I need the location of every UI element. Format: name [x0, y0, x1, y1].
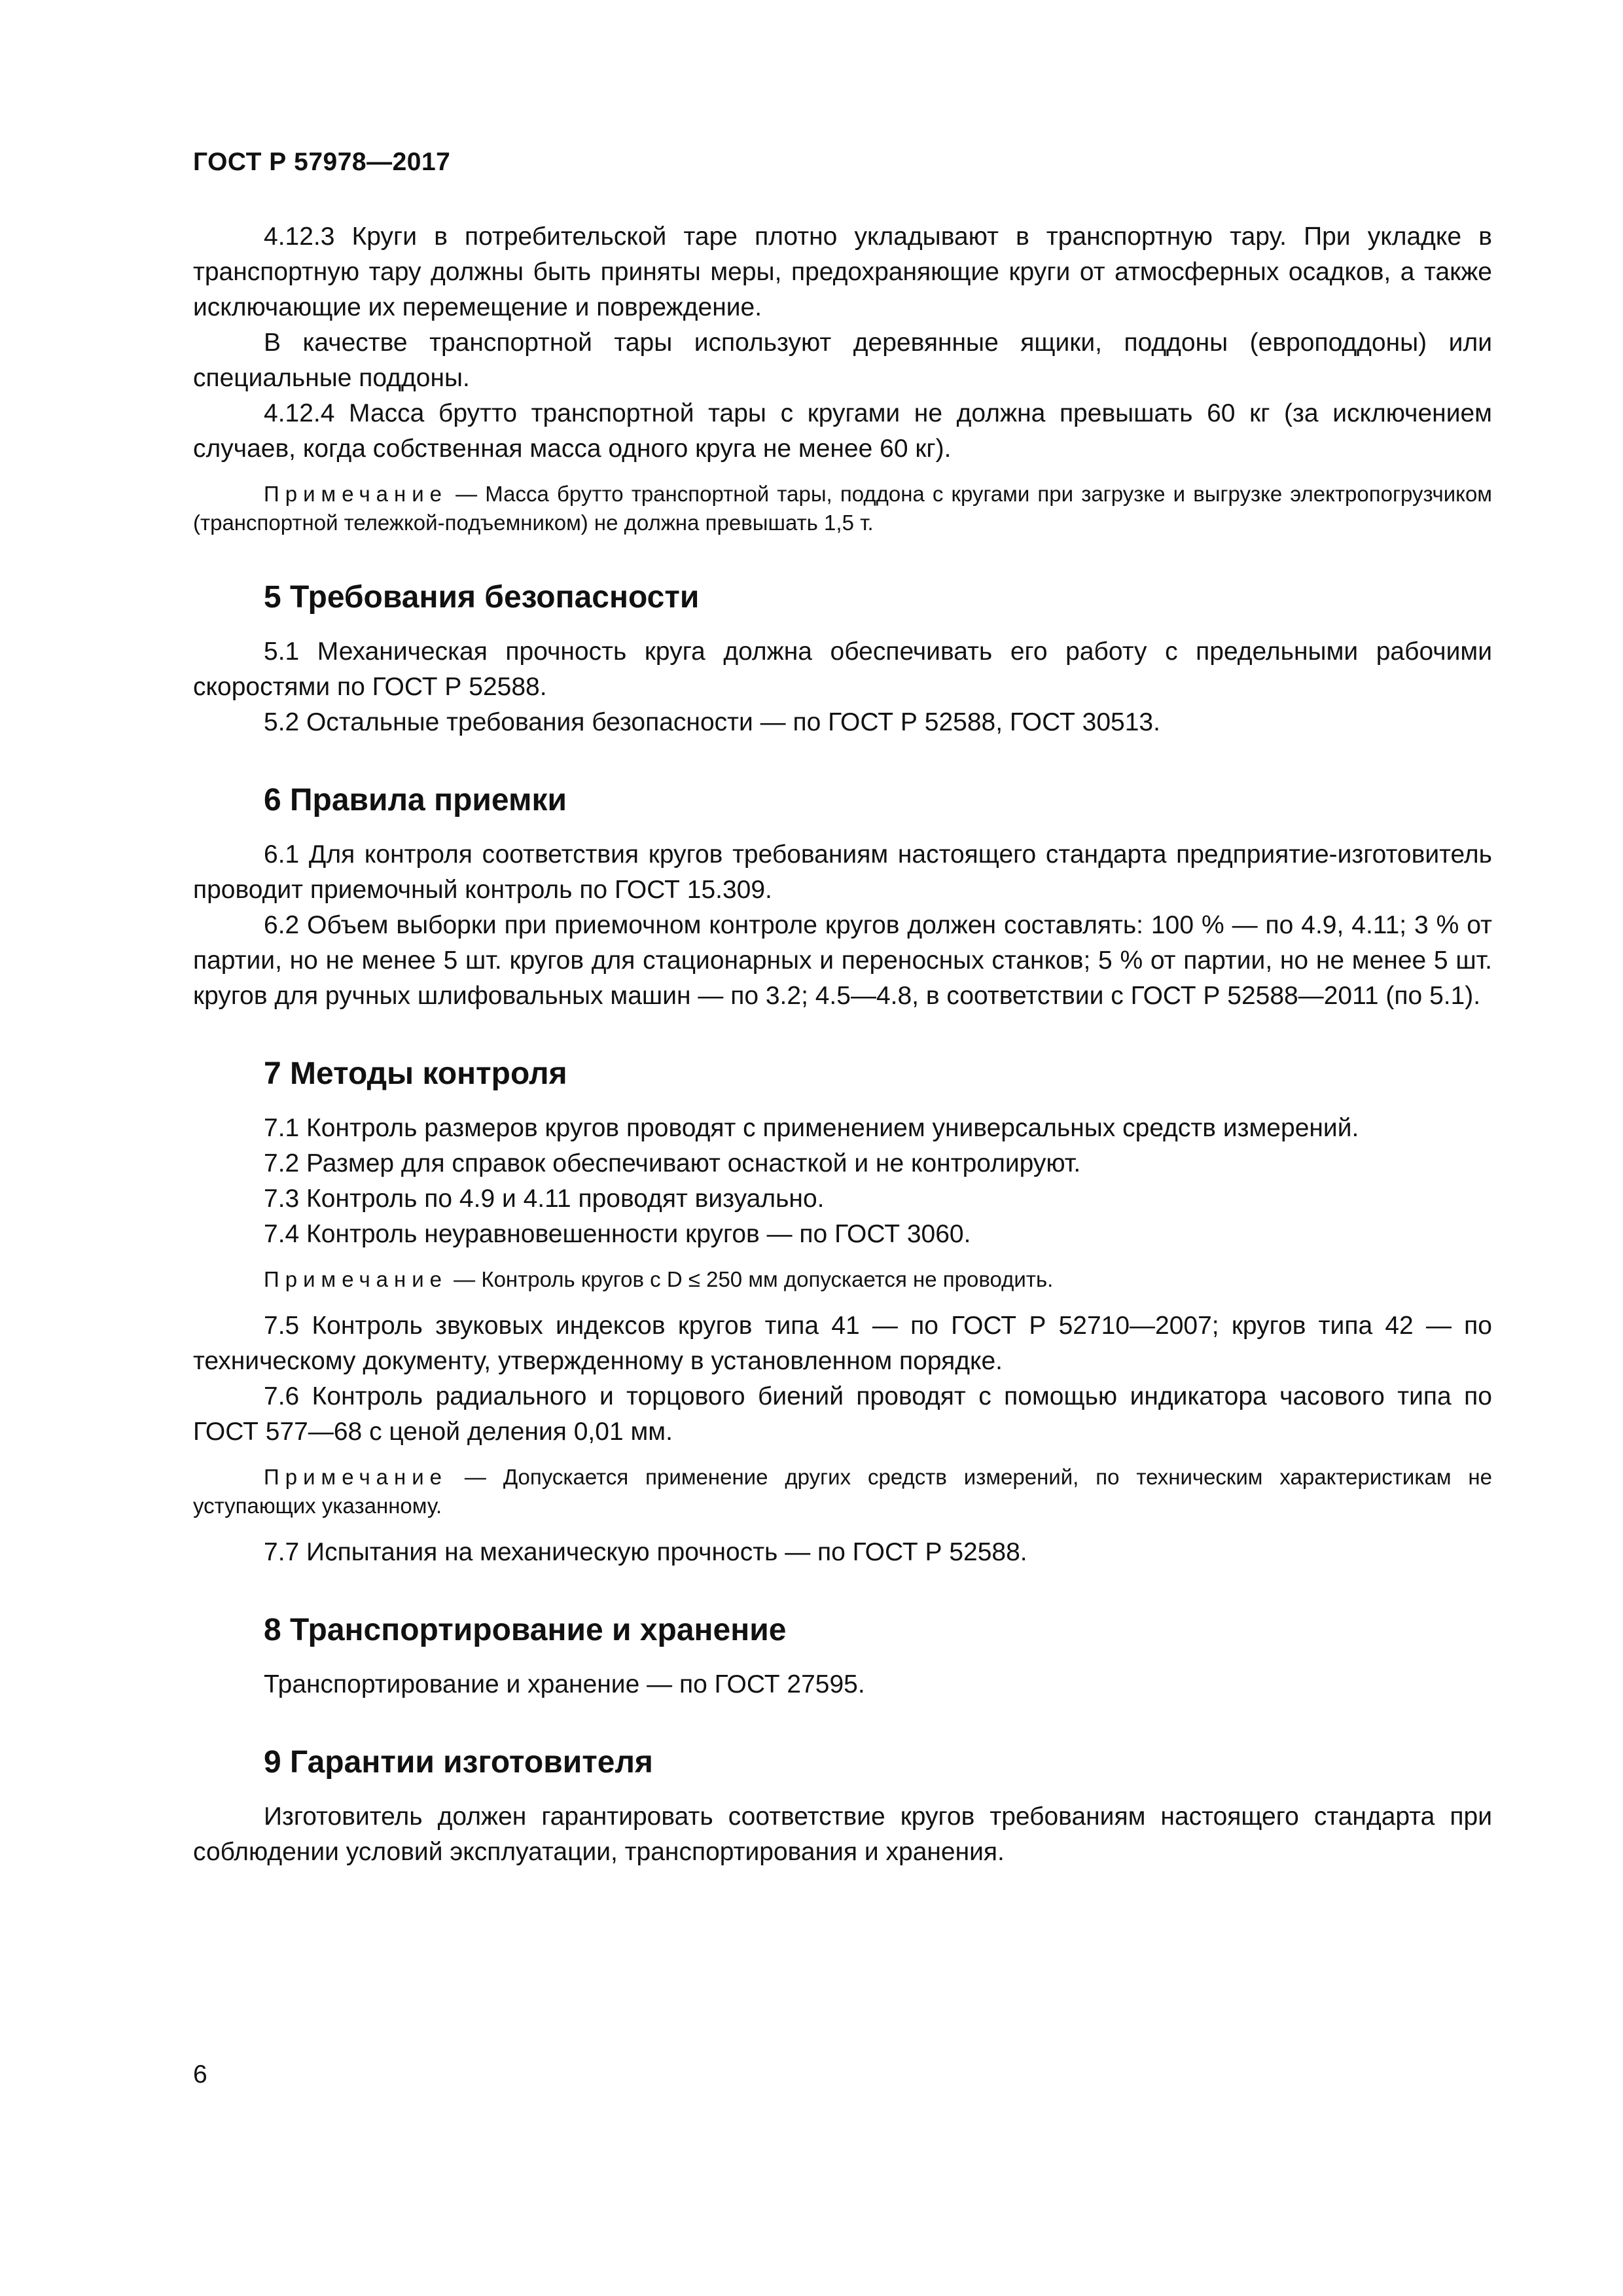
paragraph-7-5: 7.5 Контроль звуковых индексов кругов типа 41 — по ГОСТ Р 52710—2007; кругов типа 42 — по техническому документу, утвержденному в установленном порядке. [193, 1312, 1492, 1375]
section-title-5: 5 Требования безопасности [264, 580, 700, 615]
section-title-7: 7 Методы контроля [264, 1056, 567, 1091]
paragraph-7-7: 7.7 Испытания на механическую прочность — по ГОСТ Р 52588. [264, 1538, 1027, 1566]
page-number: 6 [193, 2060, 207, 2089]
note-balance-control [193, 1265, 1492, 1294]
document-body [193, 219, 1492, 1870]
note-measuring-tools [193, 1463, 1492, 1520]
paragraph-9: Изготовитель должен гарантировать соответствие кругов требованиям настоящего стандарта при соблюдении условий эксплуатации, транспортирования и хранения. [193, 1803, 1492, 1866]
note-label: Примечание [264, 1465, 448, 1489]
paragraph-5-2: 5.2 Остальные требования безопасности — по ГОСТ Р 52588, ГОСТ 30513. [264, 708, 1160, 736]
document-header: ГОСТ Р 57978—2017 [193, 148, 451, 176]
paragraph-7-2: 7.2 Размер для справок обеспечивают оснасткой и не контролируют. [264, 1149, 1081, 1177]
paragraph-6-1: 6.1 Для контроля соответствия кругов требованиям настоящего стандарта предприятие-изготовитель проводит приемочный контроль по ГОСТ 15.309. [193, 840, 1492, 904]
paragraph-8: Транспортирование и хранение — по ГОСТ 27595. [264, 1670, 865, 1698]
paragraph-4-12-4: 4.12.4 Масса брутто транспортной тары с кругами не должна превышать 60 кг (за исключением случаев, когда собственная масса одного круга не менее 60 кг). [193, 399, 1492, 463]
paragraph-5-1: 5.1 Механическая прочность круга должна обеспечивать его работу с предельными рабочими скоростями по ГОСТ Р 52588. [193, 637, 1492, 701]
section-title-8: 8 Транспортирование и хранение [264, 1613, 787, 1647]
paragraph-4-12-3: 4.12.3 Круги в потребительской таре плотно укладывают в транспортную тару. При укладке в транспортную тару должны быть приняты меры, предохраняющие круги от атмосферных осадков, а также исключающие их перемещение и повреждение. [193, 223, 1492, 321]
note-text: — Масса брутто транспортной тары, поддона с кругами при загрузке и выгрузке электропогрузчиком (транспортной тележкой-подъемником) не должна превышать 1,5 т. [193, 482, 1492, 535]
note-gross-weight [193, 480, 1492, 537]
section-title-9: 9 Гарантии изготовителя [264, 1745, 653, 1780]
paragraph-7-1: 7.1 Контроль размеров кругов проводят с применением универсальных средств измерений. [264, 1114, 1359, 1142]
paragraph-6-2: 6.2 Объем выборки при приемочном контроле кругов должен составлять: 100 % — по 4.9, 4.11; 3 % от партии, но не менее 5 шт. кругов для стационарных и переносных станков; 5 % от партии, но не менее 5 шт. кругов для ручных шлифовальных машин — по 3.2; 4.5—4.8, в соответствии с ГОСТ Р 52588—2011 (по 5.1). [193, 911, 1492, 1010]
note-text: — Допускается применение других средств измерений, по техническим характеристикам не уступающих указанному. [193, 1465, 1492, 1518]
section-title-6: 6 Правила приемки [264, 783, 567, 817]
paragraph-transport-packaging: В качестве транспортной тары используют деревянные ящики, поддоны (европоддоны) или специальные поддоны. [193, 329, 1492, 392]
note-label: Примечание [264, 1267, 448, 1291]
paragraph-7-3: 7.3 Контроль по 4.9 и 4.11 проводят визуально. [264, 1185, 825, 1213]
paragraph-7-6: 7.6 Контроль радиального и торцового биений проводят с помощью индикатора часового типа по ГОСТ 577—68 с ценой деления 0,01 мм. [193, 1382, 1492, 1446]
paragraph-7-4: 7.4 Контроль неуравновешенности кругов — по ГОСТ 3060. [264, 1220, 971, 1248]
note-label: Примечание [264, 482, 448, 506]
note-text: — Контроль кругов с D ≤ 250 мм допускается не проводить. [448, 1267, 1054, 1291]
